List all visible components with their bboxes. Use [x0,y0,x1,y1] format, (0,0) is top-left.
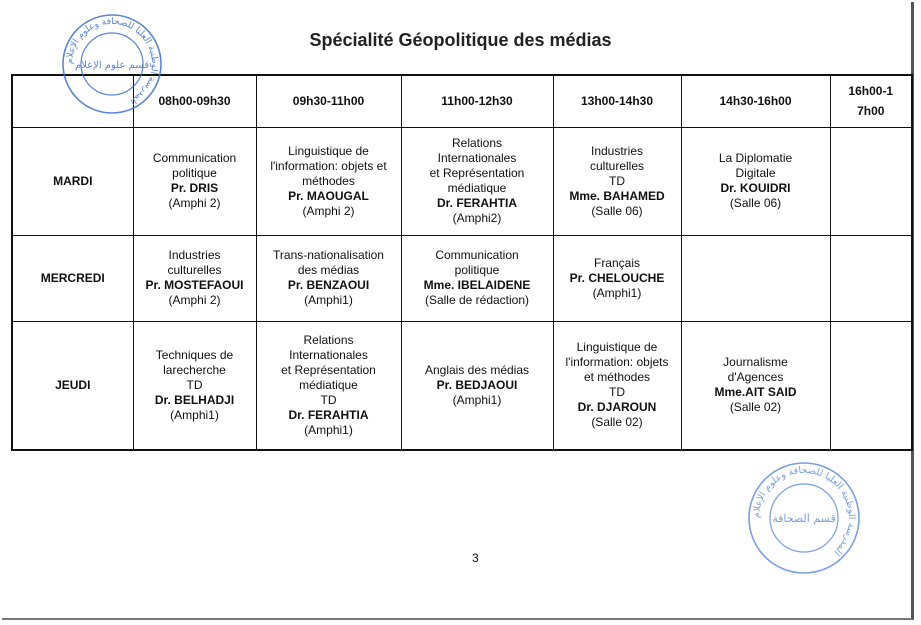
page-number: 3 [472,551,479,565]
course-title-line: Relations [451,136,503,150]
course-title-line: Anglais des médias [424,362,530,377]
course-title-line: médiatique [299,377,358,392]
day-row [12,235,912,321]
professor-name: Dr. KOUIDRI [720,181,791,195]
course-title-line: Journalisme [723,355,788,370]
time-slot-header: 13h00-14h30 [553,75,681,127]
course-title-line: l'information: objets [565,355,669,370]
course-title-line: Communication [152,151,237,165]
department-stamp-icon [746,460,862,576]
course-title-line: politique [172,166,217,180]
course-title-line: Digitale [735,166,776,180]
course-title-line: culturelles [589,158,645,173]
professor-name: Pr. MOSTEFAOUI [145,278,244,292]
course-cell [681,321,830,450]
course-title-line: Industries [168,248,221,262]
schedule-table [11,74,913,451]
course-title-line: Linguistique de [288,143,369,158]
room-label: (Amphi 2) [302,203,355,218]
room-label: (Salle 02) [729,400,782,415]
professor-name: Pr. CHELOUCHE [569,270,665,285]
time-slot-header [830,75,912,127]
course-title-line: méthodes [302,173,355,188]
professor-name: Mme. IBELAIDENE [423,278,531,292]
room-label: (Amphi1) [304,422,353,437]
time-slot-header: 11h00-12h30 [401,75,553,127]
course-cell [401,127,553,235]
stamp-inner-text: قسم علوم الإعلام [75,60,149,71]
professor-name: Dr. FERAHTIA [436,196,517,210]
course-cell [553,235,681,321]
room-label: (Amphi1) [304,293,353,307]
course-title-line: TD [609,385,625,400]
course-title-line: Industries [590,143,644,158]
course-title-line: d'Agences [727,370,784,385]
stamp-inner-text: قسم الصحافة [772,512,836,525]
room-label: (Amphi 2) [168,293,221,307]
course-cell [256,127,401,235]
course-cell [133,321,256,450]
professor-name: Pr. BENZAOUI [287,278,370,292]
professor-name: Pr. DRIS [170,181,219,195]
course-title-line: des médias [297,263,360,277]
course-cell [830,127,912,235]
course-title-line: TD [320,392,337,407]
course-title-line: Internationales [437,151,517,165]
room-label: (Salle 06) [729,196,782,210]
department-stamp-icon [60,12,164,116]
time-slot-header: 09h30-11h00 [256,75,401,127]
professor-name: Dr. BELHADJI [154,392,235,407]
course-cell [553,321,681,450]
room-label: (Amphi 2) [168,196,221,210]
course-title-line: l'information: objets et [270,158,387,173]
professor-name: Pr. MAOUGAL [288,188,369,203]
course-cell [830,235,912,321]
course-title-line: Trans-nationalisation [273,248,384,262]
course-title-line: TD [186,377,203,392]
course-title-line: et méthodes [583,370,651,385]
course-cell [401,321,553,450]
course-cell [133,127,256,235]
professor-name: Mme.AIT SAID [714,385,797,400]
time-slot-header: 08h00-09h30 [133,75,256,127]
page-title: Spécialité Géopolitique des médias [309,30,612,50]
course-title-line: Internationales [289,347,368,362]
course-title-line: Techniques de [155,347,234,362]
stamp-outer-text: المدرسة الوطنية العليا للصحافة وعلوم الإعلام [64,16,160,107]
course-cell [256,321,401,450]
stamp-outer-text: المدرسة الوطنية العليا للصحافة وعلوم الإعلام [750,464,858,558]
room-label: (Amphi1) [452,392,502,407]
course-cell [553,127,681,235]
room-label: (Salle 06) [591,203,643,218]
course-title-line: et Représentation [429,166,525,180]
course-title-line: médiatique [447,181,507,195]
course-cell [401,235,553,321]
professor-name: Mme. BAHAMED [569,188,665,203]
course-title-line: TD [609,173,625,188]
course-title-line: politique [454,263,500,277]
time-slot-header-text: 16h00-17h00 [848,84,894,119]
course-title-line: Français [593,255,640,270]
professor-name: Dr. FERAHTIA [288,407,369,422]
room-label: (Salle de rédaction) [424,293,530,307]
day-row [12,127,912,235]
course-title-line: Relations [303,332,354,347]
course-title-line: Linguistique de [576,340,658,355]
day-label: MARDI [12,127,133,235]
course-title-line: larecherche [163,362,226,377]
course-title-line: culturelles [167,263,222,277]
day-label: MERCREDI [12,235,133,321]
room-label: (Amphi1) [170,407,219,422]
time-slot-header: 14h30-16h00 [681,75,830,127]
professor-name: Dr. DJAROUN [577,400,657,415]
course-cell [256,235,401,321]
course-cell [133,235,256,321]
course-cell [681,235,830,321]
course-cell [681,127,830,235]
course-title-line: et Représentation [281,362,376,377]
room-label: (Salle 02) [591,415,643,430]
professor-name: Pr. BEDJAOUI [436,377,518,392]
room-label: (Amphi1) [592,285,642,300]
course-title-line: La Diplomatie [718,151,793,165]
room-label: (Amphi2) [452,211,502,225]
course-cell [830,321,912,450]
course-title-line: Communication [435,248,519,262]
day-label: JEUDI [12,321,133,450]
day-row [12,321,912,450]
